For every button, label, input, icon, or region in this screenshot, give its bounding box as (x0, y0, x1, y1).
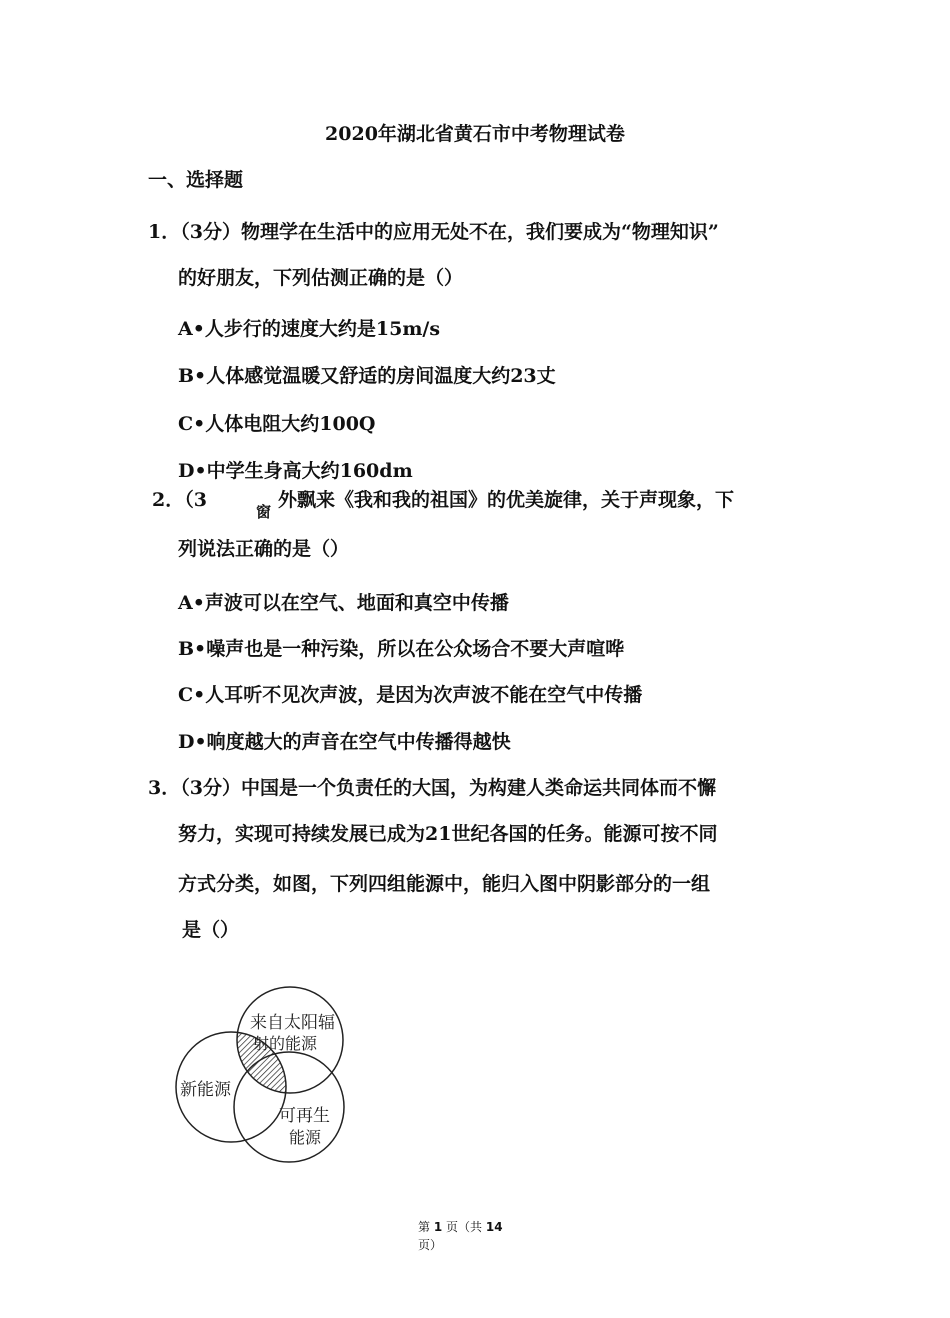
venn-label-renewable-line1: 可再生 (279, 1106, 330, 1126)
q3-stem-line1: 3．（3分）中国是一个负责任的大国，为构建人类命运共同体而不懈 (148, 777, 716, 799)
page-footer (418, 1218, 503, 1254)
footer-prefix: 第 (418, 1220, 431, 1234)
venn-label-new-energy: 新能源 (180, 1080, 231, 1100)
q2-option-c: C•人耳听不见次声波，是因为次声波不能在空气中传播 (178, 684, 643, 706)
q1-option-b: B•人体感觉温暖又舒适的房间温度大约23丈 (178, 365, 556, 387)
q2-option-d: D•响度越大的声音在空气中传播得越快 (178, 731, 511, 753)
q1-option-c: C•人体电阻大约100Q (178, 413, 376, 435)
venn-diagram (168, 982, 368, 1172)
q1-stem-line1: 1．（3分）物理学在生活中的应用无处不在，我们要成为“物理知识” (148, 221, 719, 243)
venn-label-renewable-line2: 能源 (289, 1128, 322, 1147)
footer-mid: 页（共 (446, 1220, 483, 1234)
q1-option-d: D•中学生身高大约160dm (178, 460, 413, 482)
q2-option-b: B•噪声也是一种污染，所以在公众场合不要大声喧哗 (178, 638, 625, 660)
q1-option-a: A•人步行的速度大约是15m/s (178, 318, 441, 340)
footer-total-pages: 14 (485, 1220, 503, 1234)
page-title: 2020年湖北省黄石市中考物理试卷 (325, 123, 625, 145)
q2-option-a: A•声波可以在空气、地面和真空中传播 (178, 592, 509, 614)
footer-page-number: 1 (433, 1220, 443, 1234)
q2-stem-smudge: 窗 (256, 503, 272, 521)
q3-stem-line3: 方式分类，如图，下列四组能源中，能归入图中阴影部分的一组 (178, 873, 711, 895)
venn-label-solar-line2: 射的能源 (253, 1034, 318, 1053)
footer-line2: 页） (418, 1238, 443, 1252)
venn-label-solar-line1: 来自太阳辐 (250, 1013, 335, 1033)
q2-stem-line1-end: 外飘来《我和我的祖国》的优美旋律，关于声现象，下 (278, 489, 735, 511)
q2-stem-line1-start: 2．（3 (152, 489, 207, 511)
q1-stem-line2: 的好朋友，下列估测正确的是（） (178, 267, 464, 289)
q3-stem-line4: 是（） (182, 919, 240, 941)
q3-stem-line2: 努力，实现可持续发展已成为21世纪各国的任务。能源可按不同 (178, 823, 718, 845)
q2-stem-line2: 列说法正确的是（） (178, 538, 350, 560)
footer-line1 (418, 1218, 503, 1236)
section-heading: 一、选择题 (148, 169, 244, 191)
